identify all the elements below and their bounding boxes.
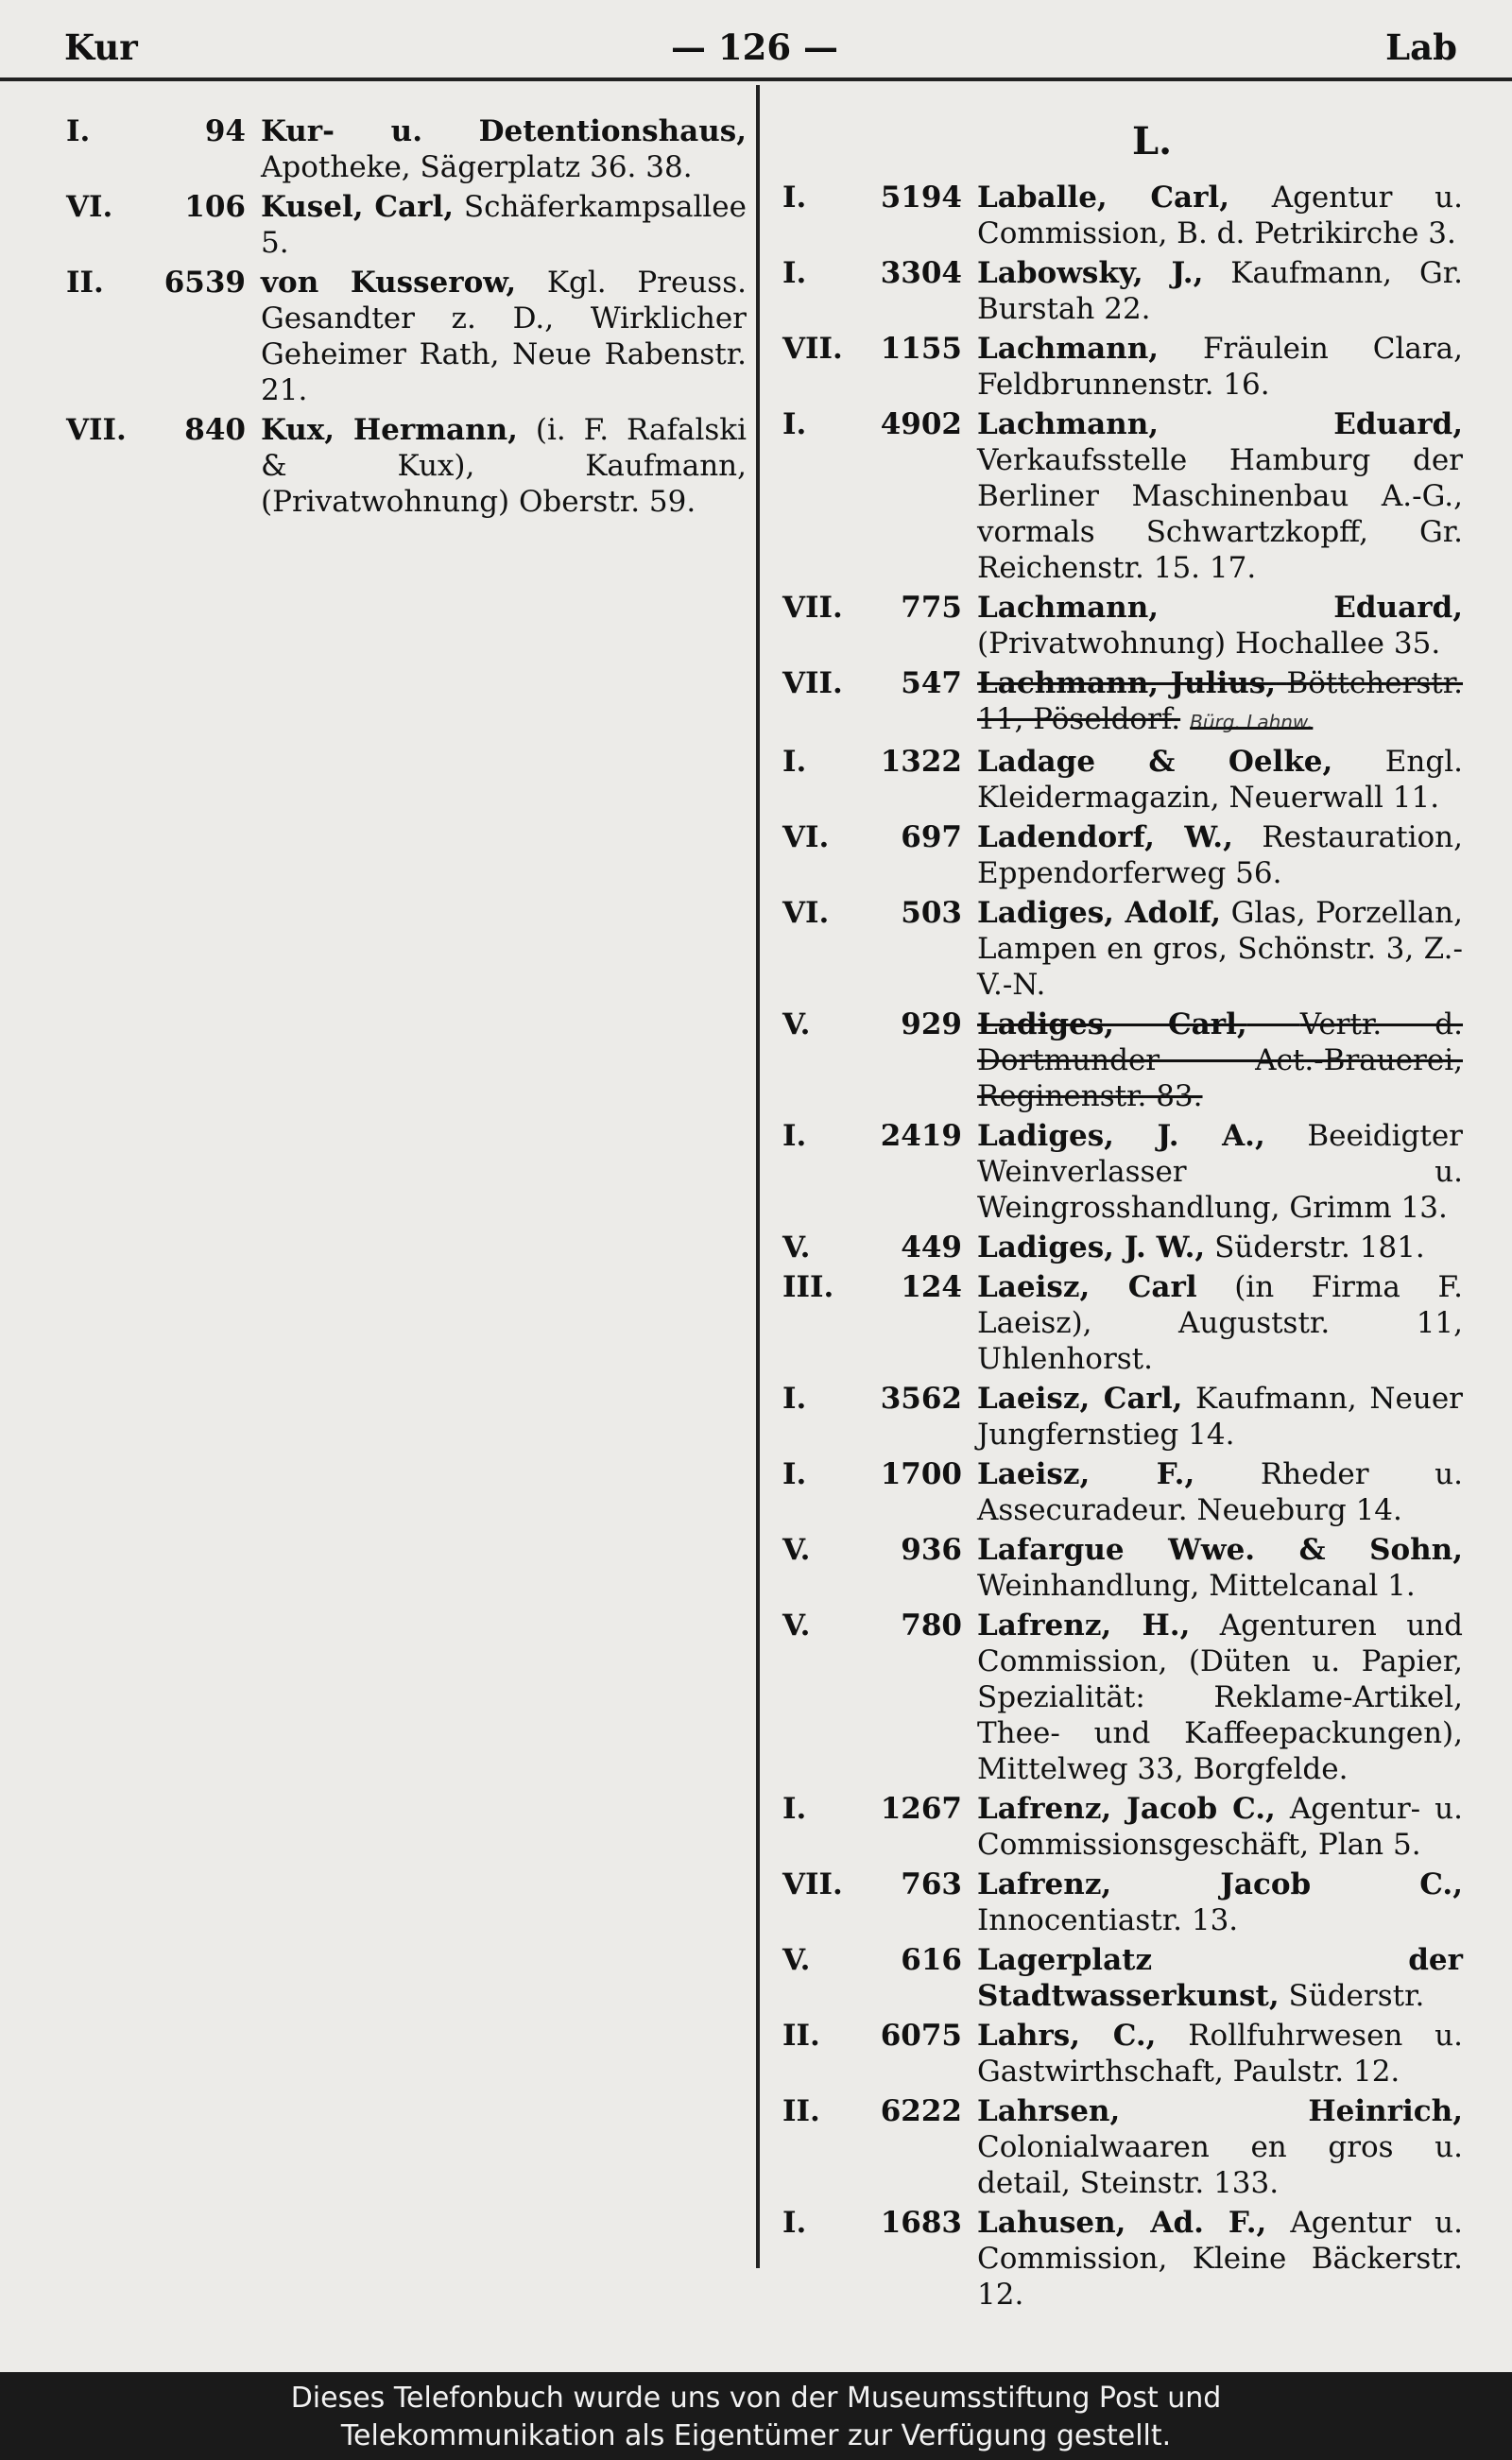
entry-details: (i. F. Rafalski & Kux), Kaufmann, (Privatwohnung) Oberstr. 59. (261, 413, 747, 519)
entry-details: Weinhandlung, Mittelcanal 1. (977, 1569, 1416, 1603)
entry-details: Böttcherstr. 11, Pöseldorf. (977, 666, 1464, 736)
entry-number: 3562 (880, 1382, 962, 1416)
directory-entry (773, 1230, 1463, 1265)
directory-entry (773, 590, 1463, 662)
entry-text (977, 1608, 1463, 1787)
directory-entry (773, 255, 1463, 327)
entry-details: Vertr. d. Dortmunder Act.-Brauerei, Reginenstr. 83. (977, 1007, 1464, 1113)
entry-text (977, 1456, 1463, 1528)
entry-name: Ladiges, Adolf, (977, 896, 1222, 930)
entry-details: Kaufmann, Neuer Jungfernstieg 14. (977, 1382, 1463, 1452)
entry-text (977, 1867, 1463, 1938)
entry-district: I. (782, 1792, 807, 1826)
entry-phone (773, 665, 962, 701)
entry-text (977, 819, 1463, 891)
entry-phone (773, 1456, 962, 1492)
entry-text (977, 2205, 1463, 2313)
entry-name: Laeisz, F., (977, 1457, 1195, 1491)
entry-district: I. (782, 1457, 807, 1491)
entry-text (977, 665, 1463, 740)
entry-district: VII. (66, 413, 127, 447)
entry-text (261, 189, 747, 261)
header-rule (0, 77, 1512, 81)
entry-name: Lachmann, (977, 332, 1160, 366)
entry-name: Lafrenz, H., (977, 1608, 1191, 1643)
directory-entry (773, 744, 1463, 816)
page-header (0, 19, 1512, 85)
entry-number: 449 (901, 1230, 962, 1264)
entry-number: 106 (184, 190, 246, 224)
entry-district: I. (782, 256, 807, 290)
footer-line-2: Telekommunikation als Eigentümer zur Verfügung gestellt. (340, 2419, 1172, 2452)
entry-phone (773, 1006, 962, 1042)
entry-district: VII. (782, 591, 843, 625)
entry-number: 763 (901, 1867, 962, 1901)
entry-text (977, 1269, 1463, 1377)
entry-number: 4902 (880, 407, 962, 441)
entry-text (977, 180, 1463, 251)
entry-name: Laeisz, Carl (977, 1270, 1197, 1304)
entry-number: 1155 (880, 332, 962, 366)
entry-text (977, 1381, 1463, 1453)
entry-text (977, 1791, 1463, 1863)
entry-phone (773, 2093, 962, 2129)
entry-name: Lafargue Wwe. & Sohn, (977, 1533, 1463, 1567)
entry-name: Lahrs, C., (977, 2019, 1157, 2053)
entry-phone (773, 895, 962, 931)
entry-name: Lachmann, Julius, (977, 666, 1277, 700)
directory-entry (773, 180, 1463, 251)
entry-name: Lahusen, Ad. F., (977, 2206, 1267, 2240)
entry-text (977, 2093, 1463, 2201)
entry-phone (773, 331, 962, 367)
entry-district: VI. (782, 820, 830, 854)
header-right-keyword: Lab (1385, 26, 1457, 68)
directory-entry (773, 1381, 1463, 1453)
entry-district: I. (782, 745, 807, 779)
directory-entry (773, 1608, 1463, 1787)
directory-entry (773, 2018, 1463, 2090)
entry-name: Lagerplatz der Stadtwasserkunst, (977, 1943, 1463, 2013)
footer-line-1: Dieses Telefonbuch wurde uns von der Museumsstiftung Post und (290, 2382, 1222, 2415)
entry-details: Kgl. Preuss. Gesandter z. D., Wirklicher Geheimer Rath, Neue Rabenstr. 21. (261, 266, 747, 407)
directory-entry (57, 412, 747, 520)
entry-number: 3304 (880, 256, 962, 290)
entry-text (977, 744, 1463, 816)
entry-number: 929 (901, 1007, 962, 1041)
entry-number: 124 (901, 1270, 962, 1304)
entry-phone (773, 1791, 962, 1827)
entry-name: Ladage & Oelke, (977, 745, 1333, 779)
directory-entry (57, 189, 747, 261)
entry-district: VII. (782, 666, 843, 700)
column-divider (756, 85, 760, 2268)
directory-entry (773, 2093, 1463, 2201)
directory-entry (773, 895, 1463, 1003)
entry-name: Ladendorf, W., (977, 820, 1233, 854)
directory-entry (773, 1942, 1463, 2014)
entry-text (261, 113, 747, 185)
entry-district: V. (782, 1533, 811, 1567)
entry-name: von Kusserow, (261, 266, 517, 300)
entry-details: (in Firma F. Laeisz), Auguststr. 11, Uhlenhorst. (977, 1270, 1463, 1376)
left-column (57, 113, 747, 524)
entry-details: Apotheke, Sägerplatz 36. 38. (261, 150, 693, 184)
directory-entry (773, 1269, 1463, 1377)
handwritten-note: Bürg. Lahnw. (1190, 711, 1314, 733)
entry-phone (57, 113, 246, 149)
entry-phone (773, 1381, 962, 1417)
entry-district: I. (782, 2206, 807, 2240)
entry-district: V. (782, 1007, 811, 1041)
entry-number: 775 (901, 591, 962, 625)
entry-phone (773, 1942, 962, 1978)
entry-district: II. (66, 266, 104, 300)
entry-name: Lafrenz, Jacob C., (977, 1867, 1463, 1901)
entry-district: I. (782, 1119, 807, 1153)
entry-phone (773, 2018, 962, 2054)
entry-details: Agentur u. Commission, Kleine Bäckerstr. 12. (977, 2206, 1463, 2312)
entry-district: V. (782, 1608, 811, 1643)
entry-name: Laballe, Carl, (977, 181, 1230, 215)
entry-number: 94 (204, 114, 246, 148)
entry-number: 503 (901, 896, 962, 930)
entry-number: 1267 (880, 1792, 962, 1826)
entry-phone (773, 406, 962, 442)
directory-entry (773, 331, 1463, 403)
entry-number: 780 (901, 1608, 962, 1643)
entry-phone (773, 1867, 962, 1902)
directory-entry (773, 1006, 1463, 1114)
entry-details: Agenturen und Commission, (Düten u. Papier, Spezialität: Reklame-Artikel, Thee- und Kaffeepackungen), Mittelweg 33, Borgfelde. (977, 1608, 1463, 1786)
directory-entry (773, 1456, 1463, 1528)
entry-text (261, 265, 747, 408)
entry-details: Rollfuhrwesen u. Gastwirthschaft, Paulstr. 12. (977, 2019, 1463, 2089)
right-column (773, 113, 1463, 2316)
entry-number: 1683 (880, 2206, 962, 2240)
entry-text (977, 331, 1463, 403)
page-number: — 126 — (671, 26, 838, 68)
entry-name: Lahrsen, Heinrich, (977, 2094, 1463, 2128)
entry-district: VI. (66, 190, 113, 224)
entry-district: II. (782, 2094, 820, 2128)
entry-name: Ladiges, Carl, (977, 1007, 1247, 1041)
entry-details: Kaufmann, Gr. Burstah 22. (977, 256, 1463, 326)
entry-phone (773, 1118, 962, 1154)
entry-number: 616 (901, 1943, 962, 1977)
entry-district: VII. (782, 1867, 843, 1901)
directory-entry (773, 1791, 1463, 1863)
entry-details: Innocentiastr. 13. (977, 1903, 1239, 1937)
directory-entry (773, 1867, 1463, 1938)
entry-text (977, 1230, 1463, 1265)
entry-number: 936 (901, 1533, 962, 1567)
entry-number: 5194 (880, 181, 962, 215)
directory-entry (57, 265, 747, 408)
entry-district: VI. (782, 896, 830, 930)
entry-district: I. (782, 181, 807, 215)
entry-district: V. (782, 1943, 811, 1977)
entry-district: I. (66, 114, 91, 148)
entry-details: Agentur u. Commission, B. d. Petrikirche 3. (977, 181, 1463, 250)
entry-number: 1322 (880, 745, 962, 779)
entry-phone (773, 744, 962, 780)
entry-district: I. (782, 407, 807, 441)
entry-name: Labowsky, J., (977, 256, 1204, 290)
header-left-keyword: Kur (64, 26, 138, 68)
entry-phone (57, 189, 246, 225)
entry-text (977, 1532, 1463, 1604)
entry-phone (773, 819, 962, 855)
entry-text (977, 2018, 1463, 2090)
entry-number: 697 (901, 820, 962, 854)
entry-name: Lafrenz, Jacob C., (977, 1792, 1276, 1826)
entry-details: (Privatwohnung) Hochallee 35. (977, 627, 1441, 661)
entry-district: III. (782, 1270, 834, 1304)
entry-phone (57, 412, 246, 448)
entry-name: Lachmann, Eduard, (977, 591, 1463, 625)
entry-name: Laeisz, Carl, (977, 1382, 1183, 1416)
entry-phone (773, 1269, 962, 1305)
entry-phone (773, 1608, 962, 1643)
directory-entry (773, 2205, 1463, 2313)
entry-name: Kusel, Carl, (261, 190, 455, 224)
directory-entry (57, 113, 747, 185)
entry-phone (57, 265, 246, 301)
entry-details: Fräulein Clara, Feldbrunnenstr. 16. (977, 332, 1463, 402)
entry-phone (773, 1230, 962, 1265)
entry-number: 6075 (880, 2019, 962, 2053)
entry-name: Kux, Hermann, (261, 413, 518, 447)
entry-details: Colonialwaaren en gros u. detail, Steinstr. 133. (977, 2130, 1463, 2200)
entry-details: Süderstr. 181. (1214, 1230, 1425, 1264)
entry-number: 2419 (880, 1119, 962, 1153)
entry-phone (773, 1532, 962, 1568)
entry-name: Ladiges, J. W., (977, 1230, 1206, 1264)
footer-notice (0, 2372, 1512, 2460)
entry-phone (773, 590, 962, 626)
entry-text (977, 255, 1463, 327)
entry-text (977, 406, 1463, 586)
entry-number: 547 (901, 666, 962, 700)
entry-number: 1700 (880, 1457, 962, 1491)
entry-details: Restauration, Eppendorferweg 56. (977, 820, 1463, 890)
entry-details: Engl. Kleidermagazin, Neuerwall 11. (977, 745, 1463, 815)
entry-details: Agentur- u. Commissionsgeschäft, Plan 5. (977, 1792, 1463, 1862)
entry-details: Süderstr. (1288, 1979, 1425, 2013)
directory-entry (773, 819, 1463, 891)
entry-phone (773, 180, 962, 215)
entry-details: Verkaufsstelle Hamburg der Berliner Maschinenbau A.-G., vormals Schwartzkopff, Gr. Reichenstr. 15. 17. (977, 443, 1463, 585)
section-letter: L. (1132, 119, 1173, 163)
entry-number: 6222 (880, 2094, 962, 2128)
entry-name: Kur- u. Detentionshaus, (261, 114, 747, 148)
entry-number: 6539 (163, 266, 246, 300)
entry-phone (773, 255, 962, 291)
entry-district: V. (782, 1230, 811, 1264)
entry-district: VII. (782, 332, 843, 366)
entry-district: I. (782, 1382, 807, 1416)
entry-details: Rheder u. Assecuradeur. Neueburg 14. (977, 1457, 1463, 1527)
entry-text (977, 1006, 1463, 1114)
entry-phone (773, 2205, 962, 2241)
entry-name: Ladiges, J. A., (977, 1119, 1265, 1153)
entry-district: II. (782, 2019, 820, 2053)
entry-name: Lachmann, Eduard, (977, 407, 1463, 441)
entry-details: Glas, Porzellan, Lampen en gros, Schönstr. 3, Z.-V.-N. (977, 896, 1463, 1002)
directory-entry (773, 406, 1463, 586)
entry-number: 840 (184, 413, 246, 447)
directory-entry (773, 665, 1463, 740)
directory-entry (773, 1532, 1463, 1604)
entry-text (977, 1942, 1463, 2014)
entry-text (977, 895, 1463, 1003)
directory-entry (773, 1118, 1463, 1226)
entry-text (977, 1118, 1463, 1226)
entry-details: Schäferkampsallee 5. (261, 190, 747, 260)
entry-text (261, 412, 747, 520)
entry-details: Beeidigter Weinverlasser u. Weingrosshandlung, Grimm 13. (977, 1119, 1463, 1225)
entry-text (977, 590, 1463, 662)
